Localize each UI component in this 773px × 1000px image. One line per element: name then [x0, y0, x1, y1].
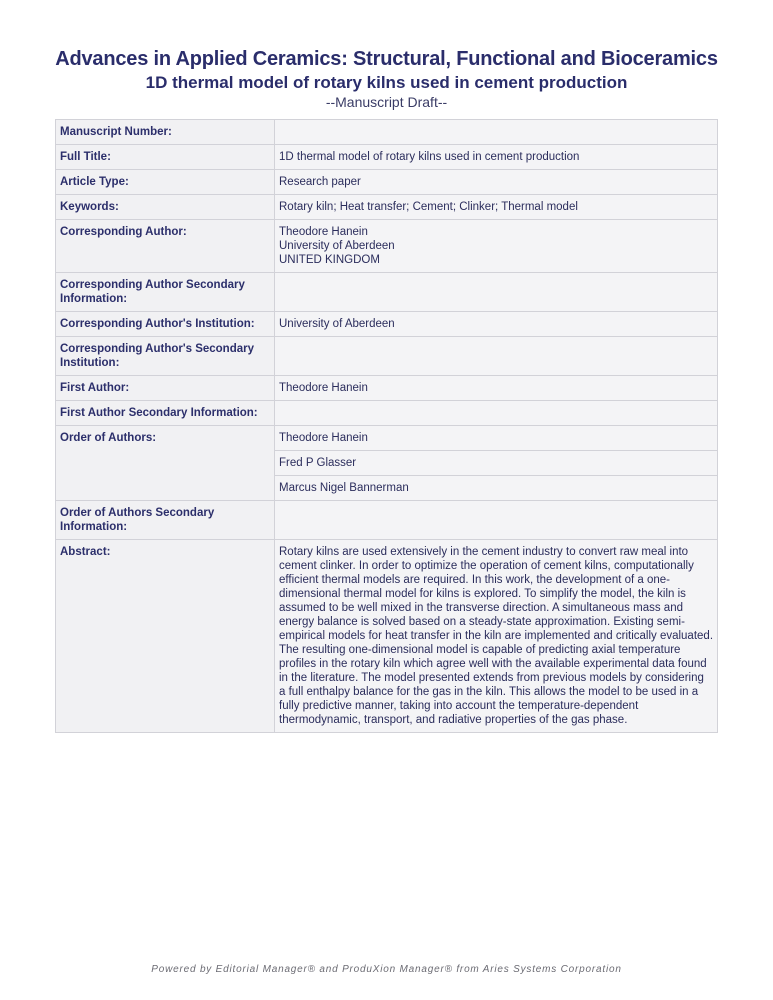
row-order-of-authors	[56, 426, 718, 451]
field-label: Manuscript Number:	[56, 120, 275, 145]
abstract-text: Rotary kilns are used extensively in the cement industry to convert raw meal into cement clinker. In order to optimize the operation of cement kilns, computationally efficient thermal models are required. In this work, the development of a one-dimensional thermal model for kilns is explored. To simplify the model, the kiln is assumed to be well mixed in the transverse direction. A simultaneous mass and energy balance is solved based on a steady-state approximation. Existing semi-empirical models for heat transfer in the kiln are implemented and critically evaluated. The resulting one-dimensional model is capable of predicting axial temperature profiles in the rotary kiln which agree well with the available experimental data found in the literature. The model presented extends from previous models by considering a full enthalpy balance for the gas in the kiln. This allows the model to be used in a fully predictive manner, taking into account the temperature-dependent thermodynamic, transport, and radiative properties of the gas phase.	[275, 540, 718, 733]
row-full-title	[56, 145, 718, 170]
row-corresponding-institution	[56, 312, 718, 337]
field-label: Corresponding Author's Secondary Institution:	[56, 337, 275, 376]
row-corresponding-author	[56, 220, 718, 273]
field-label: First Author:	[56, 376, 275, 401]
field-label: First Author Secondary Information:	[56, 401, 275, 426]
field-label: Corresponding Author Secondary Information:	[56, 273, 275, 312]
field-value	[275, 337, 718, 376]
field-label: Full Title:	[56, 145, 275, 170]
author-entry: Fred P Glasser	[275, 451, 718, 476]
field-label: Keywords:	[56, 195, 275, 220]
row-order-secondary	[56, 501, 718, 540]
row-manuscript-number	[56, 120, 718, 145]
field-value	[275, 220, 718, 273]
author-country: UNITED KINGDOM	[279, 254, 380, 266]
journal-name: Advances in Applied Ceramics: Structural, Functional and Bioceramics	[55, 48, 718, 70]
field-label: Corresponding Author:	[56, 220, 275, 273]
field-value: Research paper	[275, 170, 718, 195]
field-value: University of Aberdeen	[275, 312, 718, 337]
field-value	[275, 273, 718, 312]
manuscript-title: 1D thermal model of rotary kilns used in cement production	[145, 73, 628, 92]
field-label: Article Type:	[56, 170, 275, 195]
footer-credit: Powered by Editorial Manager® and ProduXion Manager® from Aries Systems Corporation	[151, 964, 622, 975]
manuscript-info-table	[55, 119, 718, 733]
row-article-type	[56, 170, 718, 195]
field-value	[275, 120, 718, 145]
field-value: 1D thermal model of rotary kilns used in cement production	[275, 145, 718, 170]
row-first-author	[56, 376, 718, 401]
row-corresponding-secondary	[56, 273, 718, 312]
row-keywords	[56, 195, 718, 220]
field-label: Corresponding Author's Institution:	[56, 312, 275, 337]
row-corresponding-secondary-institution	[56, 337, 718, 376]
draft-label: --Manuscript Draft--	[325, 94, 448, 110]
author-entry: Marcus Nigel Bannerman	[275, 476, 718, 501]
page-header	[0, 46, 773, 110]
field-value	[275, 401, 718, 426]
author-entry: Theodore Hanein	[275, 426, 718, 451]
field-value	[275, 501, 718, 540]
field-value: Rotary kiln; Heat transfer; Cement; Clinker; Thermal model	[275, 195, 718, 220]
row-abstract	[56, 540, 718, 733]
field-label: Order of Authors Secondary Information:	[56, 501, 275, 540]
author-name: Theodore Hanein	[279, 226, 368, 238]
field-value: Theodore Hanein	[275, 376, 718, 401]
author-institution: University of Aberdeen	[279, 240, 395, 252]
field-label: Abstract:	[56, 540, 275, 733]
field-label: Order of Authors:	[56, 426, 275, 501]
row-first-author-secondary	[56, 401, 718, 426]
